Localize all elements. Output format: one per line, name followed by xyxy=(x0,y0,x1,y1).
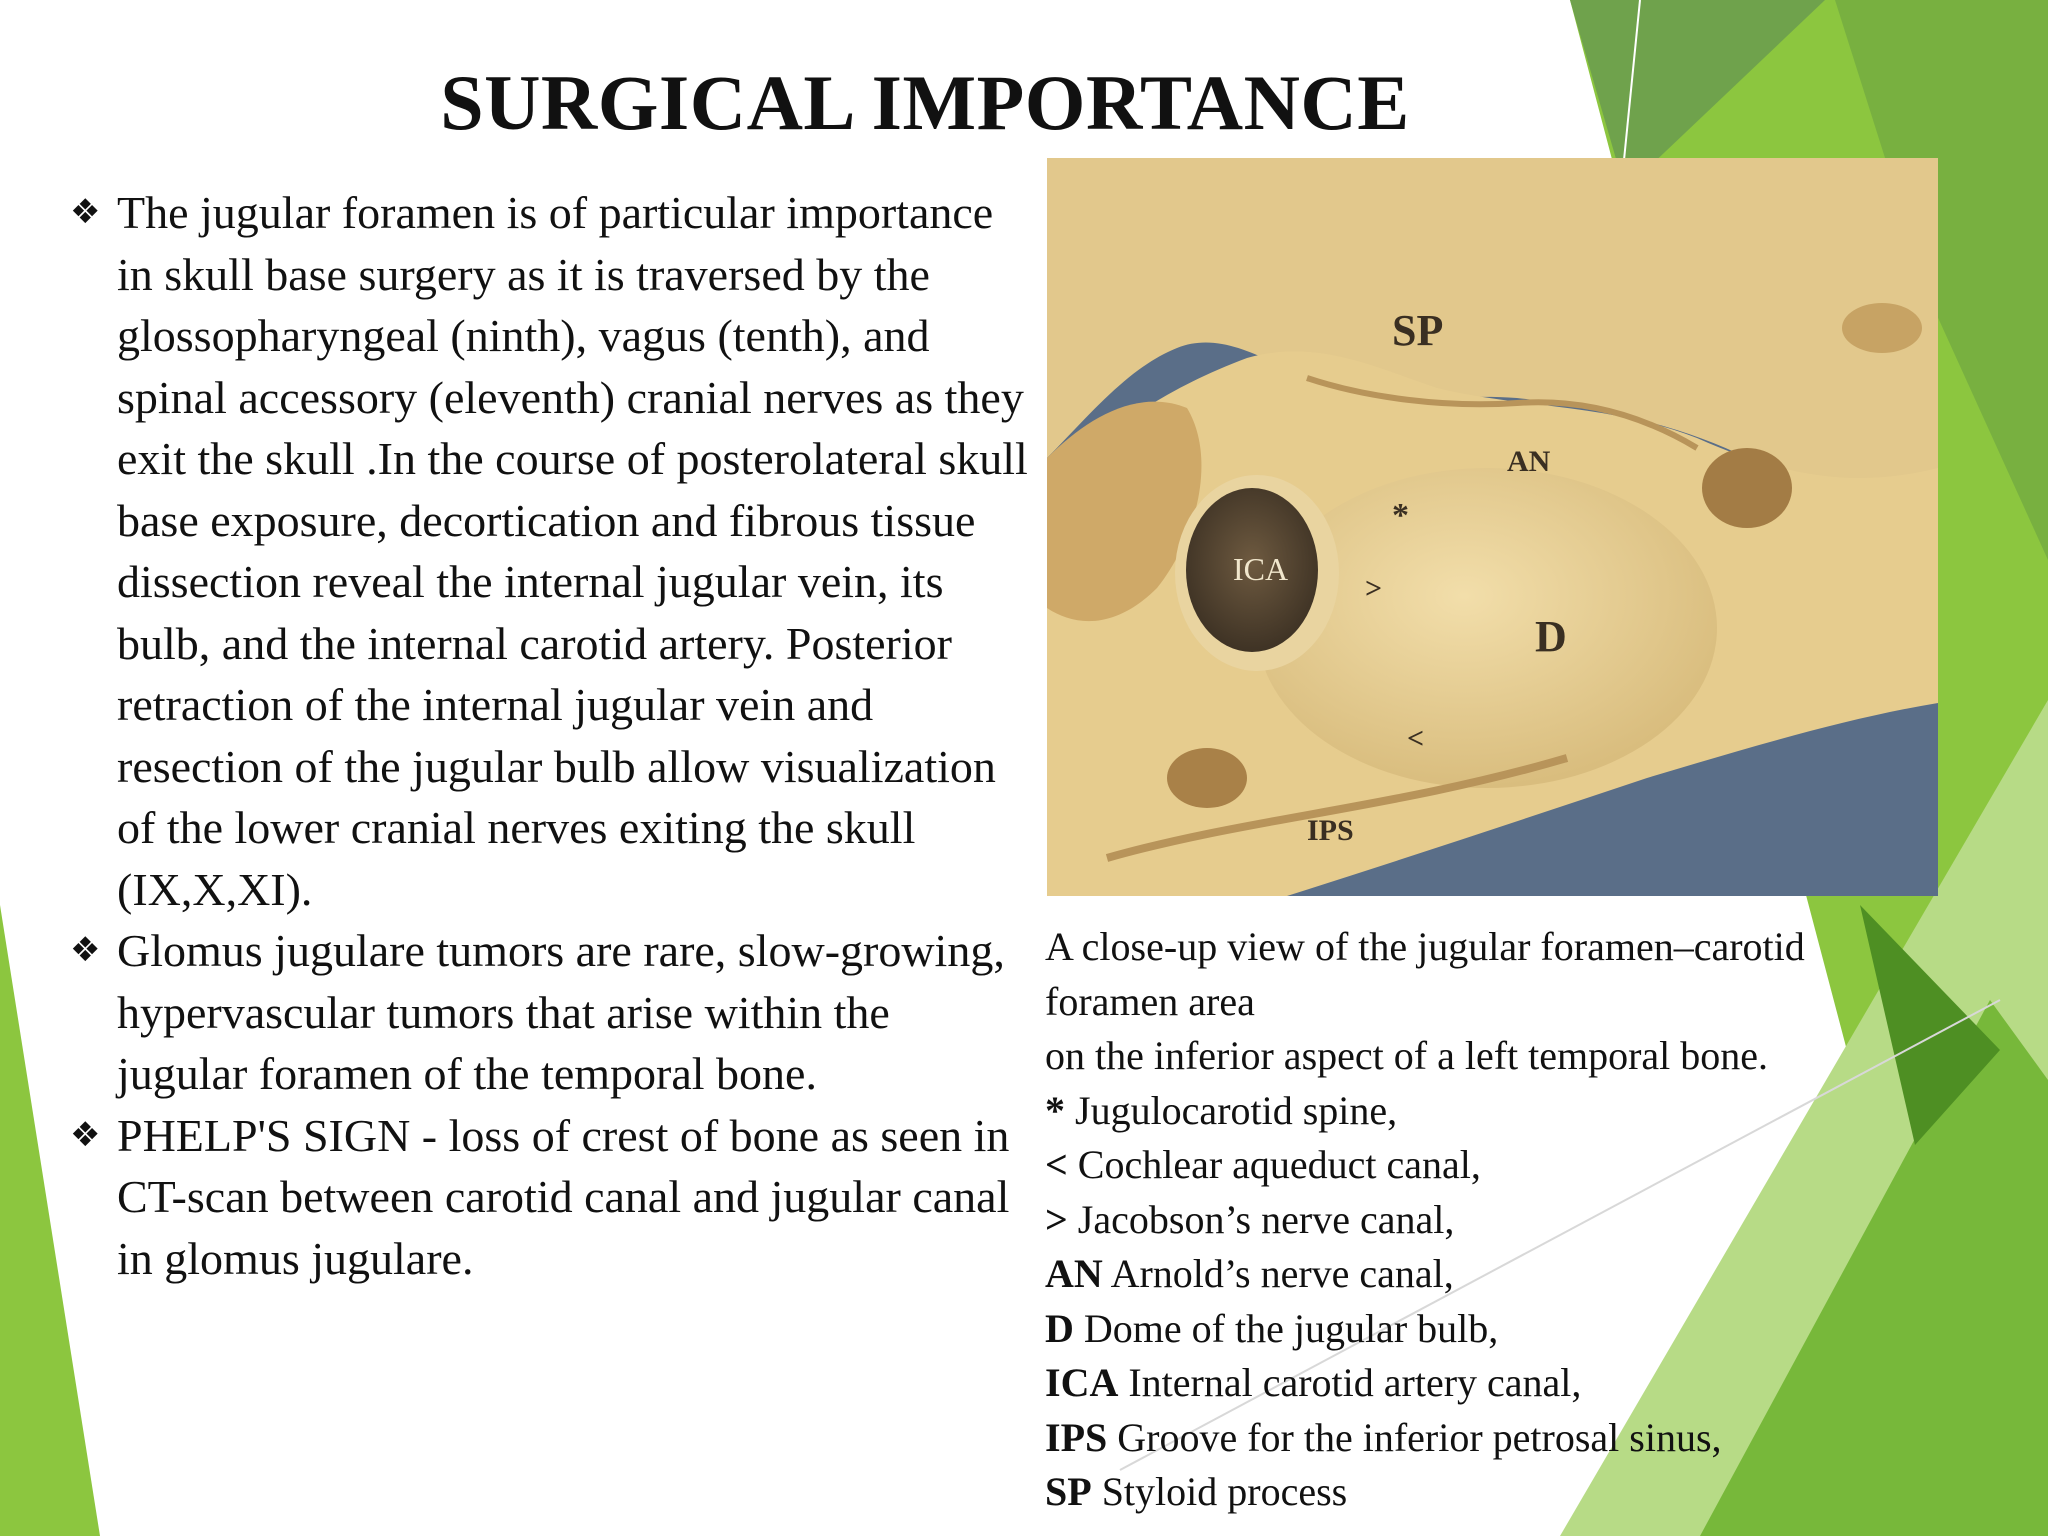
label-ica: ICA xyxy=(1233,551,1289,587)
texture-spot xyxy=(1167,748,1247,808)
legend-key: AN xyxy=(1045,1251,1103,1296)
bullet-item xyxy=(70,920,1030,1105)
caption-line: on the inferior aspect of a left temporal bone. xyxy=(1045,1033,1769,1078)
diamond-bullet-icon: ❖ xyxy=(70,192,101,232)
legend-text: Dome of the jugular bulb, xyxy=(1083,1305,1499,1351)
label-star: * xyxy=(1392,497,1409,534)
legend-key: > xyxy=(1045,1196,1068,1242)
jugular-dome xyxy=(1257,468,1717,788)
label-d: D xyxy=(1535,612,1567,661)
slide-title: SURGICAL IMPORTANCE xyxy=(440,59,1410,146)
legend-item xyxy=(1045,1465,1975,1520)
label-ips: IPS xyxy=(1307,814,1354,847)
label-lt: < xyxy=(1407,722,1425,755)
legend-text: Cochlear aqueduct canal, xyxy=(1077,1142,1481,1187)
legend-text: Arnold’s nerve canal, xyxy=(1110,1251,1454,1296)
legend-text: Styloid process xyxy=(1101,1469,1348,1514)
legend-item xyxy=(1045,1247,1975,1302)
caption-line: A close-up view of the jugular foramen–carotid xyxy=(1045,924,1805,969)
texture-spot xyxy=(1702,448,1792,528)
legend-key: IPS xyxy=(1045,1414,1108,1460)
legend-key: D xyxy=(1045,1305,1074,1351)
legend-text: Jacobson’s nerve canal, xyxy=(1077,1196,1455,1242)
legend-text: Internal carotid artery canal, xyxy=(1128,1360,1582,1405)
legend-item xyxy=(1045,1193,1975,1248)
legend-item xyxy=(1045,1302,1975,1357)
caption-line: foramen area xyxy=(1045,978,1255,1024)
jugular-foramen-photo xyxy=(1047,158,1938,896)
legend-key: ICA xyxy=(1045,1360,1119,1405)
legend-item xyxy=(1045,1411,1975,1466)
bullet-text: The jugular foramen is of particular importance in skull base surgery as it is traversed by the glossopharyngeal (ninth), vagus (tenth), and spinal accessory (eleventh) cranial nerves as they exit the skull .In the course of posterolateral skull base exposure, decortication and fibrous tissue dissection reveal the internal jugular vein, its bulb, and the internal carotid artery. Posterior retraction of the internal jugular vein and resection of the jugular bulb allow visualization of the lower cranial nerves exiting the skull (IX,X,XI). xyxy=(117,187,1028,915)
bullet-list xyxy=(70,182,1030,1289)
legend-text: Groove for the inferior petrosal sinus, xyxy=(1117,1414,1722,1460)
label-sp: SP xyxy=(1392,306,1444,355)
label-gt: > xyxy=(1365,572,1383,605)
legend-text: Jugulocarotid spine, xyxy=(1075,1087,1398,1133)
legend-key: SP xyxy=(1045,1469,1092,1514)
legend-item xyxy=(1045,1084,1975,1139)
legend-key: * xyxy=(1045,1087,1065,1133)
diamond-bullet-icon: ❖ xyxy=(70,930,101,970)
diamond-bullet-icon: ❖ xyxy=(70,1114,101,1155)
legend-item xyxy=(1045,1138,1975,1193)
figure-caption xyxy=(1045,920,1975,1520)
bullet-text: PHELP'S SIGN - loss of crest of bone as seen in CT-scan between carotid canal and jugular canal in glomus jugulare. xyxy=(117,1109,1010,1284)
bullet-text: Glomus jugulare tumors are rare, slow-growing, hypervascular tumors that arise within the jugular foramen of the temporal bone. xyxy=(117,925,1005,1099)
legend-key: < xyxy=(1045,1142,1068,1187)
texture-spot xyxy=(1842,303,1922,353)
label-an: AN xyxy=(1507,445,1551,478)
legend-item xyxy=(1045,1356,1975,1411)
bullet-item xyxy=(70,182,1030,920)
bullet-item xyxy=(70,1105,1030,1290)
